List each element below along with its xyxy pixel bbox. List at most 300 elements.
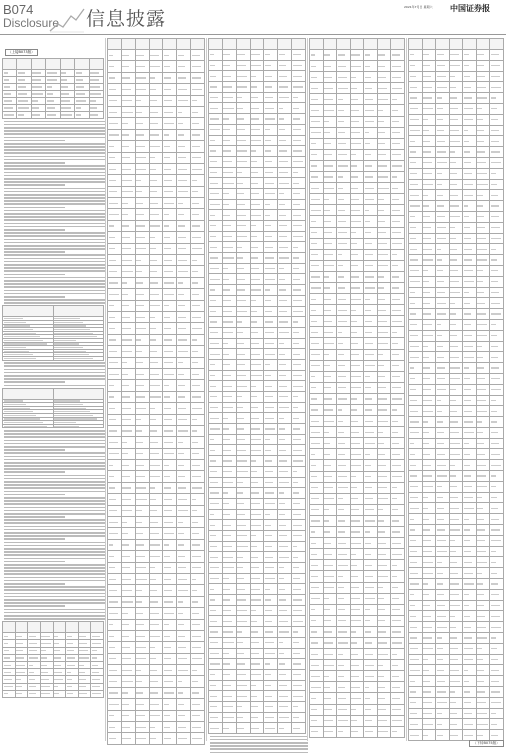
table-cell [250,605,264,616]
table-cell [364,349,378,360]
table-row [409,514,504,525]
table-cell [46,98,60,105]
table-cell [409,190,423,201]
table-cell [264,285,278,296]
table-cell [177,505,191,516]
text-line [4,216,106,218]
table-row [310,515,405,526]
table-cell [436,352,450,363]
table-cell [436,330,450,341]
table-cell [364,660,378,671]
table-cell [391,604,405,615]
table-row [108,311,205,322]
table-cell [391,294,405,305]
table-cell [422,265,436,276]
table-cell [463,244,477,255]
table-cell [350,327,364,338]
table-cell [191,118,205,129]
table-cell [264,616,278,627]
table-cell [292,616,306,627]
table-cell [209,370,223,381]
table-cell [364,649,378,660]
table-cell [278,285,292,296]
text-line [4,507,106,509]
table-cell [250,124,264,135]
table-header-cell [3,306,54,317]
table-cell [236,413,250,424]
table-cell [364,205,378,216]
table-cell [436,406,450,417]
text-line [4,558,106,560]
table-cell [250,627,264,638]
table-cell [149,528,163,539]
data-table [408,38,504,741]
table-row [310,482,405,493]
table-cell [3,84,17,91]
table-cell [323,393,337,404]
table-cell [310,482,324,493]
table-cell [409,373,423,384]
table-row [409,330,504,341]
table-cell [463,535,477,546]
table-cell [323,183,337,194]
table-cell [149,95,163,106]
table-cell [490,319,504,330]
table-row [108,152,205,163]
text-line [4,242,106,244]
table-cell [264,242,278,253]
table-cell [377,649,391,660]
table-cell [264,691,278,702]
table-cell [409,438,423,449]
table-row [209,231,306,242]
table-cell [135,209,149,220]
table-cell [222,595,236,606]
table-cell [292,231,306,242]
data-table [2,305,104,360]
table-row [108,676,205,687]
table-cell [337,338,351,349]
table-cell [310,549,324,560]
table-row [209,595,306,606]
text-line [4,602,106,604]
table-cell [163,163,177,174]
table-cell [337,637,351,648]
table-cell [53,683,66,690]
table-cell [149,141,163,152]
table-cell [310,649,324,660]
table-cell [449,611,463,622]
table-cell [364,94,378,105]
table-header-cell [91,622,104,633]
table-cell [463,600,477,611]
table-cell [292,242,306,253]
table-cell [278,114,292,125]
table-row [310,527,405,538]
table-cell [3,690,16,697]
table-cell [310,360,324,371]
table-cell [449,147,463,158]
table-cell [436,611,450,622]
table-cell [108,198,122,209]
table-row [409,287,504,298]
table-cell [191,665,205,676]
table-cell [391,50,405,61]
table-row [310,349,405,360]
table-cell [364,604,378,615]
table-row [310,205,405,216]
table-row [209,50,306,61]
table-cell [323,83,337,94]
table-cell [292,680,306,691]
table-row [310,460,405,471]
table-cell [310,504,324,515]
table-row [209,392,306,403]
text-line [4,149,106,151]
table-cell [278,295,292,306]
table-cell [377,160,391,171]
table-cell [191,209,205,220]
table-cell [323,127,337,138]
table-cell [409,287,423,298]
table-cell [121,517,135,528]
table-cell [310,160,324,171]
table-row [209,156,306,167]
table-cell [310,50,324,61]
table-cell [391,660,405,671]
table-row [209,327,306,338]
table-cell [149,653,163,664]
table-cell [350,393,364,404]
table-cell [264,82,278,93]
table-row [108,505,205,516]
table-cell [149,505,163,516]
table-cell [323,227,337,238]
table-row [409,481,504,492]
table-cell [135,551,149,562]
table-cell [350,482,364,493]
table-cell [391,227,405,238]
table-cell [209,712,223,723]
table-cell [391,338,405,349]
text-line [4,210,106,212]
table-cell [463,492,477,503]
table-cell [292,381,306,392]
text-line [4,468,106,470]
table-cell [209,669,223,680]
table-cell [377,582,391,593]
table-cell [391,316,405,327]
table-cell [323,527,337,538]
table-cell [337,294,351,305]
text-line [4,197,106,199]
table-cell [377,50,391,61]
table-cell [149,232,163,243]
table-row [108,243,205,254]
table-cell [78,640,91,647]
table-cell [422,676,436,687]
text-line [4,535,106,537]
table-cell [350,116,364,127]
table-cell [177,129,191,140]
table-cell [149,334,163,345]
table-cell [191,334,205,345]
table-cell [490,395,504,406]
table-cell [310,216,324,227]
table-cell [490,341,504,352]
table-cell [222,199,236,210]
table-cell [463,136,477,147]
table-cell [108,699,122,710]
table-cell [264,317,278,328]
table-cell [490,222,504,233]
table-cell [236,520,250,531]
table-cell [53,662,66,669]
table-cell [278,50,292,61]
table-cell [53,654,66,661]
table-cell [391,271,405,282]
table-cell [377,493,391,504]
table-cell [436,233,450,244]
table-cell [278,392,292,403]
table-cell [476,93,490,104]
table-cell [310,405,324,416]
table-cell [222,680,236,691]
table-cell [250,381,264,392]
table-header-cell [53,388,104,399]
table-cell [449,319,463,330]
table-cell [490,190,504,201]
table-row [209,263,306,274]
table-cell [135,562,149,573]
table-cell [177,163,191,174]
table-cell [121,323,135,334]
table-cell [53,633,66,640]
table-cell [490,514,504,525]
table-cell [191,186,205,197]
table-cell [108,243,122,254]
table-cell [422,557,436,568]
table-cell [436,60,450,71]
table-cell [222,712,236,723]
table-cell [449,168,463,179]
table-cell [135,311,149,322]
table-cell [250,477,264,488]
text-line [4,452,106,454]
table-cell [310,105,324,116]
table-cell [250,424,264,435]
table-row [3,683,104,690]
table-row [209,456,306,467]
table-cell [91,640,104,647]
table-cell [250,338,264,349]
table-cell [250,648,264,659]
table-header [3,622,104,633]
table-cell [377,604,391,615]
table-row [209,285,306,296]
table-cell [278,530,292,541]
table-cell [377,405,391,416]
table-row [310,183,405,194]
table-cell [78,647,91,654]
table-cell [149,72,163,83]
table-header-cell [222,39,236,50]
table-cell [250,701,264,712]
table-row [409,546,504,557]
table-row [108,573,205,584]
table-cell [476,546,490,557]
table-cell [449,93,463,104]
table-cell [264,327,278,338]
table-row [409,730,504,741]
table-cell [278,156,292,167]
table-cell [236,338,250,349]
table-cell [377,227,391,238]
table-cell [163,95,177,106]
table-cell [476,276,490,287]
table-cell [391,238,405,249]
table-header-cell [3,622,16,633]
text-line [4,299,106,301]
table-cell [292,573,306,584]
table-cell [409,384,423,395]
table-header-cell [78,622,91,633]
table-row [409,71,504,82]
table-cell [278,178,292,189]
table-row [409,503,504,514]
table-cell [236,359,250,370]
table-cell [222,392,236,403]
table-cell [337,660,351,671]
table-cell [377,382,391,393]
text-line [4,612,106,614]
table-cell [337,504,351,515]
page-number: B074 [3,2,34,17]
table-cell [364,427,378,438]
table-cell [463,211,477,222]
table-cell [236,295,250,306]
table-cell [177,608,191,619]
text-line [4,580,106,582]
table-cell [177,152,191,163]
table-header-cell [31,59,45,70]
text-line [4,188,106,190]
table-cell [337,371,351,382]
table-cell [350,271,364,282]
table-cell [463,579,477,590]
table-cell [449,201,463,212]
table-row [409,319,504,330]
table-cell [149,676,163,687]
table-cell [422,546,436,557]
table-cell [264,370,278,381]
table-row [409,622,504,633]
table-cell [108,528,122,539]
table-cell [476,449,490,460]
table-cell [209,210,223,221]
table-cell [364,50,378,61]
table-cell [409,147,423,158]
table-cell [108,232,122,243]
table-row [310,338,405,349]
table-cell [89,105,103,112]
table-cell [337,538,351,549]
table-cell [436,395,450,406]
text-line [4,264,106,266]
table-cell [391,205,405,216]
table-cell [222,178,236,189]
table-cell [337,183,351,194]
table-cell [163,209,177,220]
table-cell [323,682,337,693]
table-cell [391,682,405,693]
table-cell [449,514,463,525]
table-cell [163,517,177,528]
table-cell [135,141,149,152]
table-cell [391,560,405,571]
table-cell [278,242,292,253]
table-cell [449,125,463,136]
table-row [209,541,306,552]
table-cell [350,604,364,615]
table-cell [391,349,405,360]
page-header [0,0,506,34]
table-cell [250,178,264,189]
table-cell [350,438,364,449]
table-cell [323,582,337,593]
table-cell [209,498,223,509]
table-cell [278,584,292,595]
table-cell [236,317,250,328]
table-cell [350,83,364,94]
table-cell [476,363,490,374]
table-cell [490,427,504,438]
table-cell [135,414,149,425]
table-cell [350,127,364,138]
table-cell [436,287,450,298]
table-header-cell [108,39,122,50]
table-cell [391,172,405,183]
table-cell [337,105,351,116]
table-row [310,604,405,615]
table-cell [163,425,177,436]
table-cell [121,61,135,72]
table-cell [463,255,477,266]
table-cell [135,630,149,641]
table-cell [191,289,205,300]
table-cell [364,382,378,393]
table-cell [264,199,278,210]
table-row [310,149,405,160]
table-cell [149,106,163,117]
table-cell [149,494,163,505]
table-cell [436,481,450,492]
table-cell [236,659,250,670]
table-cell [323,371,337,382]
table-cell [250,413,264,424]
table-cell [75,98,89,105]
table-cell [177,289,191,300]
table-cell [476,147,490,158]
table-cell [377,172,391,183]
table-cell [377,294,391,305]
table-cell [278,221,292,232]
table-cell [490,622,504,633]
table-cell [377,560,391,571]
table-cell [476,481,490,492]
table-cell [121,334,135,345]
table-cell [449,427,463,438]
